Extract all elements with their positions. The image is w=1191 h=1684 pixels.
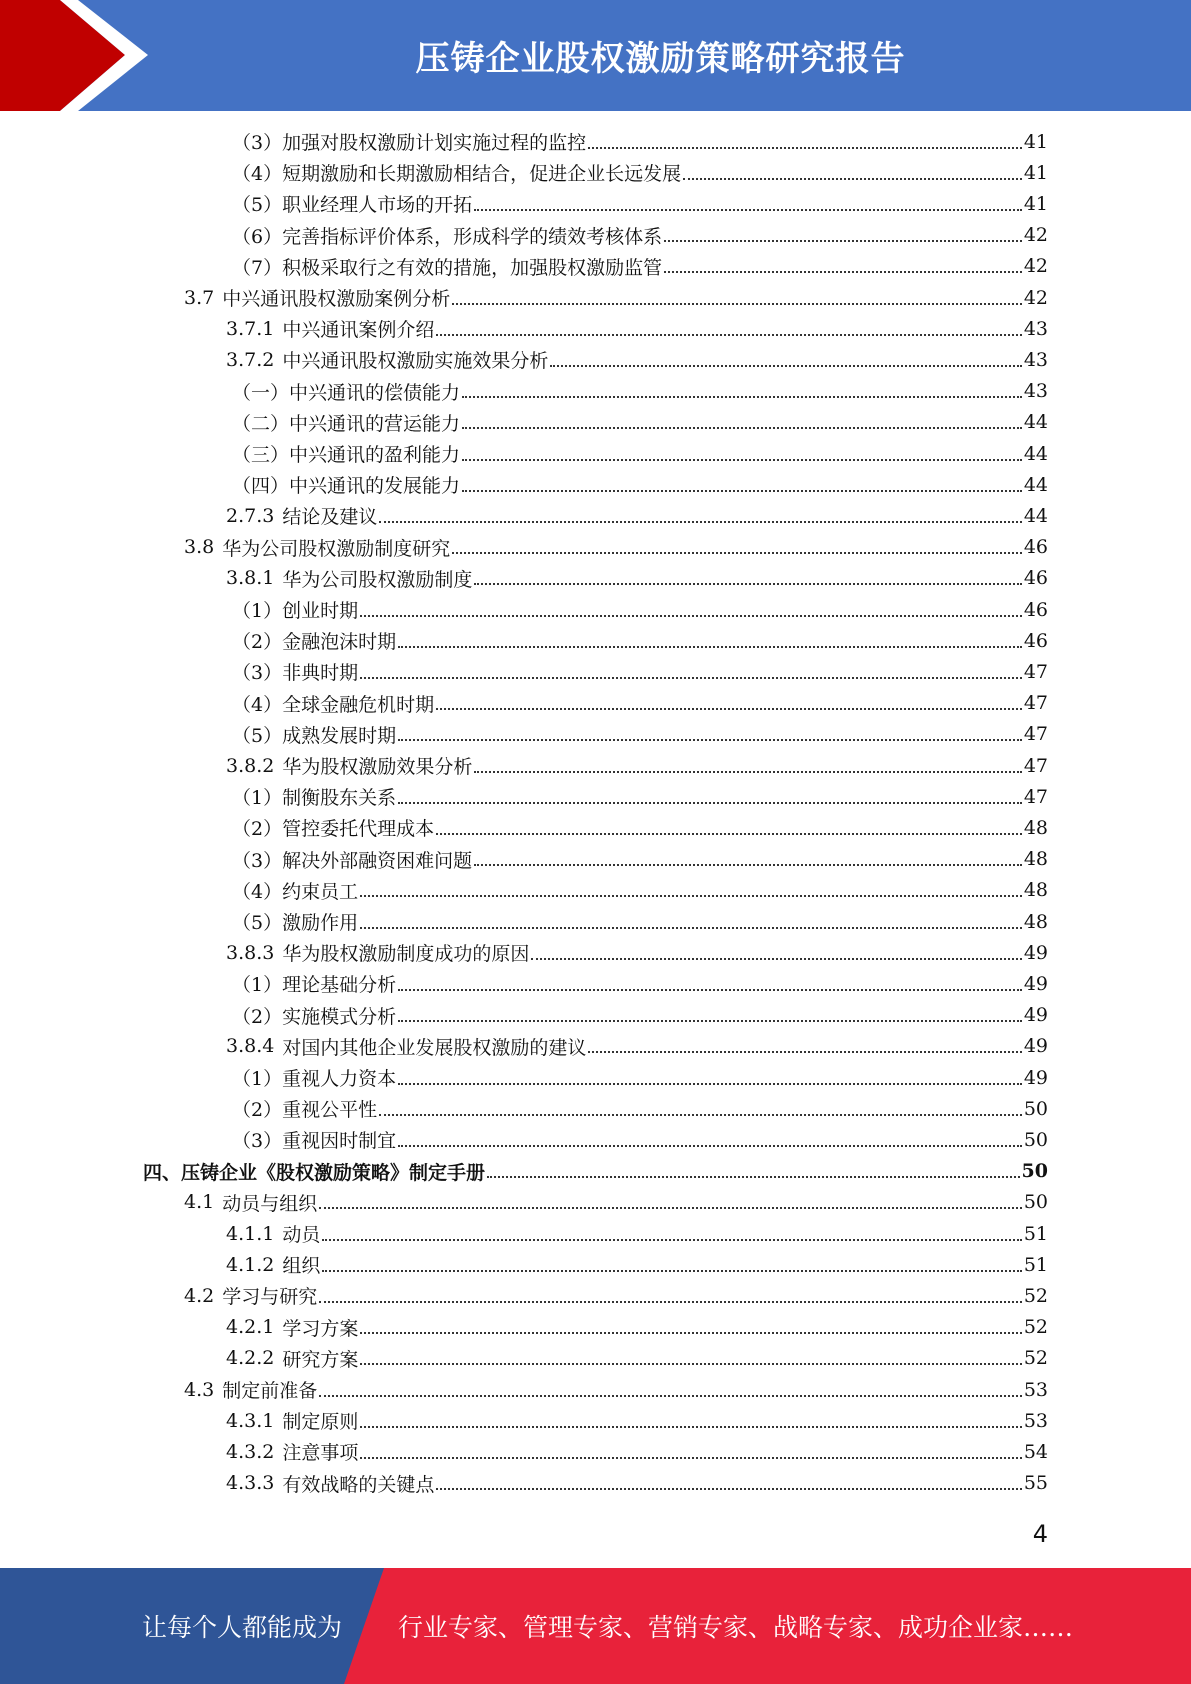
toc-entry-label: （1）制衡股东关系 <box>232 787 397 810</box>
toc-dot-leader <box>462 459 1022 461</box>
toc-entry[interactable] <box>232 906 1048 937</box>
toc-dot-leader <box>379 1114 1022 1116</box>
toc-entry[interactable] <box>184 282 1048 313</box>
toc-entry[interactable] <box>232 656 1048 687</box>
toc-dot-leader <box>379 521 1021 523</box>
toc-entry-label: （四）中兴通讯的发展能力 <box>232 475 461 498</box>
toc-entry-page: 47 <box>1023 785 1048 808</box>
toc-entry-page: 41 <box>1023 161 1048 184</box>
toc-dot-leader <box>398 989 1022 991</box>
toc-dot-leader <box>322 1270 1021 1272</box>
toc-entry[interactable] <box>184 1374 1048 1405</box>
toc-entry-page: 51 <box>1023 1222 1048 1245</box>
toc-entry-label: （二）中兴通讯的营运能力 <box>232 412 461 435</box>
toc-entry[interactable] <box>232 1124 1048 1155</box>
toc-entry[interactable] <box>184 532 1048 563</box>
toc-entry-label: （2）金融泡沫时期 <box>232 631 397 654</box>
toc-dot-leader <box>588 1051 1021 1053</box>
toc-entry-page: 53 <box>1023 1409 1048 1432</box>
toc-entry-page: 47 <box>1023 692 1048 715</box>
toc-entry-label: （1）创业时期 <box>232 600 359 622</box>
toc-dot-leader <box>319 1301 1022 1303</box>
toc-entry-label: 学习方案 <box>282 1317 359 1340</box>
toc-dot-leader <box>398 646 1022 648</box>
toc-entry[interactable] <box>232 1062 1048 1093</box>
document-title: 压铸企业股权激励策略研究报告 <box>415 39 906 79</box>
toc-dot-leader <box>319 1395 1022 1397</box>
toc-entry[interactable] <box>232 126 1048 157</box>
toc-entry-label: （1）理论基础分析 <box>232 974 397 997</box>
toc-entry[interactable] <box>232 625 1048 656</box>
toc-entry-page: 49 <box>1023 1035 1048 1058</box>
toc-entry-label: 制定前准备 <box>222 1380 318 1402</box>
toc-entry[interactable] <box>232 812 1048 843</box>
toc-entry-label: 中兴通讯股权激励实施效果分析 <box>282 350 549 373</box>
toc-entry[interactable] <box>232 438 1048 469</box>
toc-dot-leader <box>550 365 1021 367</box>
toc-entry-number: 4.1.2 <box>226 1253 275 1276</box>
toc-entry-label: （4）约束员工 <box>232 880 359 903</box>
toc-entry-label: 华为股权激励效果分析 <box>282 756 473 778</box>
toc-entry-label: 对国内其他企业发展股权激励的建议 <box>282 1036 587 1059</box>
toc-dot-leader <box>398 1145 1022 1147</box>
toc-entry-page: 49 <box>1023 941 1048 964</box>
toc-entry-label: 注意事项 <box>282 1442 359 1465</box>
toc-entry-label: （3）加强对股权激励计划实施过程的监控 <box>232 132 587 154</box>
toc-dot-leader <box>360 1457 1021 1459</box>
toc-dot-leader <box>360 1332 1021 1334</box>
toc-dot-leader <box>322 1239 1021 1241</box>
toc-dot-leader <box>319 1207 1022 1209</box>
toc-entry-label: 动员与组织 <box>222 1192 318 1215</box>
toc-entry-page: 42 <box>1023 224 1048 247</box>
toc-entry-page: 54 <box>1023 1440 1048 1463</box>
toc-entry[interactable] <box>226 1249 1048 1280</box>
toc-entry-page: 41 <box>1023 130 1048 153</box>
toc-entry-page: 55 <box>1023 1472 1048 1495</box>
toc-dot-leader <box>462 396 1022 398</box>
toc-entry-label: （1）重视人力资本 <box>232 1068 397 1090</box>
toc-entry[interactable] <box>232 844 1048 875</box>
toc-entry[interactable] <box>232 1093 1048 1124</box>
toc-dot-leader <box>360 1426 1021 1428</box>
toc-entry-number: 4.3.1 <box>226 1409 275 1432</box>
toc-entry[interactable] <box>226 1436 1048 1467</box>
toc-dot-leader <box>474 583 1021 585</box>
toc-entry-page: 50 <box>1023 1097 1048 1120</box>
toc-entry-page: 48 <box>1023 910 1048 933</box>
toc-entry-label: 学习与研究 <box>222 1286 318 1309</box>
toc-entry-page: 49 <box>1023 972 1048 995</box>
toc-entry-page: 48 <box>1023 879 1048 902</box>
toc-dot-leader <box>398 1083 1022 1085</box>
toc-entry-page: 43 <box>1023 380 1048 403</box>
toc-entry[interactable] <box>232 251 1048 282</box>
footer-slogan-right: 行业专家、管理专家、营销专家、战略专家、成功企业家…… <box>398 1613 1074 1642</box>
toc-dot-leader <box>360 895 1022 897</box>
toc-entry[interactable] <box>184 1187 1048 1218</box>
toc-entry-page: 44 <box>1023 504 1048 527</box>
toc-entry-number: 3.7 <box>184 286 215 309</box>
toc-dot-leader <box>531 958 1021 960</box>
toc-entry-page: 42 <box>1023 286 1048 309</box>
page-header <box>0 0 1191 111</box>
toc-entry-page: 50 <box>1021 1160 1048 1183</box>
toc-entry[interactable] <box>232 407 1048 438</box>
toc-entry[interactable] <box>226 344 1048 375</box>
toc-entry[interactable] <box>232 188 1048 219</box>
toc-entry-label: 动员 <box>282 1224 321 1246</box>
toc-entry-number: 4.1.1 <box>226 1222 275 1245</box>
toc-entry-page: 47 <box>1023 754 1048 777</box>
toc-entry-page: 46 <box>1023 598 1048 621</box>
toc-entry-page: 51 <box>1023 1253 1048 1276</box>
toc-dot-leader <box>462 490 1022 492</box>
toc-entry[interactable] <box>226 750 1048 781</box>
toc-dot-leader <box>398 1020 1022 1022</box>
toc-dot-leader <box>360 677 1022 679</box>
toc-entry[interactable] <box>226 1343 1048 1374</box>
toc-dot-leader <box>462 427 1022 429</box>
toc-entry-page: 47 <box>1023 723 1048 746</box>
toc-entry-page: 44 <box>1023 411 1048 434</box>
toc-dot-leader <box>452 303 1022 305</box>
toc-entry-number: 4.3.3 <box>226 1472 275 1495</box>
toc-entry[interactable] <box>232 719 1048 750</box>
toc-entry[interactable] <box>232 157 1048 188</box>
toc-entry[interactable] <box>226 1312 1048 1343</box>
toc-entry-label: （2）重视公平性 <box>232 1099 378 1122</box>
toc-entry-page: 47 <box>1023 660 1048 683</box>
page-footer <box>0 1568 1191 1684</box>
toc-dot-leader <box>664 240 1022 242</box>
toc-entry[interactable] <box>232 220 1048 251</box>
toc-entry[interactable] <box>226 500 1048 531</box>
toc-entry-label: 中兴通讯股权激励案例分析 <box>222 288 451 310</box>
toc-entry-label: 华为股权激励制度成功的原因 <box>282 943 530 966</box>
toc-entry[interactable] <box>184 1280 1048 1311</box>
toc-entry-page: 48 <box>1023 816 1048 839</box>
toc-entry[interactable] <box>232 469 1048 500</box>
toc-entry-label: （4）全球金融危机时期 <box>232 693 435 716</box>
toc-entry-label: 组织 <box>282 1255 321 1278</box>
toc-dot-leader <box>588 147 1022 149</box>
toc-entry-page: 52 <box>1023 1316 1048 1339</box>
toc-entry-label: 四、压铸企业《股权激励策略》制定手册 <box>143 1161 486 1184</box>
toc-entry-page: 50 <box>1023 1191 1048 1214</box>
footer-slogan-left: 让每个人都能成为 <box>142 1613 343 1642</box>
toc-entry-page: 50 <box>1023 1128 1048 1151</box>
toc-entry-label: 有效战略的关键点 <box>282 1473 435 1496</box>
toc-entry-label: （2）实施模式分析 <box>232 1005 397 1028</box>
toc-entry-label: （3）解决外部融资困难问题 <box>232 849 473 872</box>
toc-entry-page: 43 <box>1023 317 1048 340</box>
toc-entry[interactable] <box>226 563 1048 594</box>
toc-dot-leader <box>436 334 1021 336</box>
toc-dot-leader <box>683 178 1022 180</box>
toc-entry[interactable] <box>232 688 1048 719</box>
toc-entry-number: 3.8 <box>184 536 215 559</box>
toc-entry-label: （一）中兴通讯的偿债能力 <box>232 381 461 404</box>
toc-entry-label: 华为公司股权激励制度研究 <box>222 537 451 560</box>
toc-dot-leader <box>474 864 1022 866</box>
toc-entry-label: （5）职业经理人市场的开拓 <box>232 194 473 217</box>
toc-entry-page: 42 <box>1023 255 1048 278</box>
toc-entry-label: （7）积极采取行之有效的措施，加强股权激励监管 <box>232 256 663 279</box>
toc-entry-label: （4）短期激励和长期激励相结合，促进企业长远发展 <box>232 163 682 186</box>
toc-entry-number: 4.3 <box>184 1378 215 1401</box>
toc-entry-label: （3）非典时期 <box>232 662 359 685</box>
toc-entry-label: 制定原则 <box>282 1411 359 1434</box>
toc-dot-leader <box>436 708 1022 710</box>
toc-dot-leader <box>487 1176 1020 1178</box>
toc-entry-page: 49 <box>1023 1004 1048 1027</box>
toc-entry[interactable] <box>232 781 1048 812</box>
toc-entry-page: 53 <box>1023 1378 1048 1401</box>
toc-entry-label: （3）重视因时制宜 <box>232 1130 397 1153</box>
toc-entry-label: （2）管控委托代理成本 <box>232 818 435 841</box>
toc-entry[interactable] <box>226 937 1048 968</box>
toc-entry[interactable] <box>226 1031 1048 1062</box>
toc-dot-leader <box>474 771 1021 773</box>
toc-entry-page: 49 <box>1023 1066 1048 1089</box>
toc-entry-label: 结论及建议 <box>282 506 378 529</box>
toc-entry-label: （5）成熟发展时期 <box>232 724 397 747</box>
toc-entry-number: 4.3.2 <box>226 1440 275 1463</box>
toc-dot-leader <box>452 552 1022 554</box>
toc-dot-leader <box>360 927 1022 929</box>
toc-entry[interactable] <box>226 1218 1048 1249</box>
toc-entry-label: （三）中兴通讯的盈利能力 <box>232 444 461 466</box>
toc-entry-page: 48 <box>1023 848 1048 871</box>
toc-entry-page: 44 <box>1023 473 1048 496</box>
toc-entry-number: 4.1 <box>184 1191 215 1214</box>
toc-dot-leader <box>360 1363 1021 1365</box>
toc-dot-leader <box>398 739 1022 741</box>
toc-entry[interactable] <box>226 1405 1048 1436</box>
toc-dot-leader <box>436 833 1022 835</box>
toc-entry-label: （6）完善指标评价体系，形成科学的绩效考核体系 <box>232 225 663 248</box>
toc-entry-page: 43 <box>1023 348 1048 371</box>
toc-entry-number: 3.8.2 <box>226 754 275 777</box>
toc-dot-leader <box>474 209 1022 211</box>
toc-entry-page: 46 <box>1023 567 1048 590</box>
toc-entry-label: 中兴通讯案例介绍 <box>282 319 435 342</box>
toc-entry-number: 4.2.2 <box>226 1347 275 1370</box>
toc-entry[interactable] <box>232 594 1048 625</box>
toc-entry-page: 46 <box>1023 536 1048 559</box>
toc-entry-page: 41 <box>1023 192 1048 215</box>
toc-entry[interactable] <box>232 376 1048 407</box>
toc-entry-number: 3.7.2 <box>226 348 275 371</box>
toc-entry-page: 44 <box>1023 442 1048 465</box>
page-number: 4 <box>1032 1520 1048 1548</box>
toc-entry-label: 研究方案 <box>282 1348 359 1371</box>
toc-entry-page: 52 <box>1023 1347 1048 1370</box>
toc-entry-page: 46 <box>1023 629 1048 652</box>
toc-entry-label: （5）激励作用 <box>232 912 359 934</box>
toc-entry[interactable] <box>143 1156 1048 1187</box>
toc-entry[interactable] <box>232 875 1048 906</box>
toc-dot-leader <box>398 802 1022 804</box>
toc-entry-number: 3.8.3 <box>226 941 275 964</box>
toc-entry-number: 3.8.4 <box>226 1035 275 1058</box>
toc-entry-page: 52 <box>1023 1284 1048 1307</box>
toc-dot-leader <box>360 615 1022 617</box>
toc-entry-number: 3.8.1 <box>226 567 275 590</box>
toc-entry-number: 2.7.3 <box>226 504 275 527</box>
toc-entry-label: 华为公司股权激励制度 <box>282 568 473 591</box>
toc-entry[interactable] <box>232 968 1048 999</box>
toc-entry[interactable] <box>226 1468 1048 1499</box>
toc-dot-leader <box>664 271 1022 273</box>
toc-entry[interactable] <box>232 1000 1048 1031</box>
toc-entry[interactable] <box>226 313 1048 344</box>
toc-entry-number: 4.2.1 <box>226 1316 275 1339</box>
toc-dot-leader <box>436 1488 1021 1490</box>
toc-entry-number: 4.2 <box>184 1284 215 1307</box>
toc-entry-number: 3.7.1 <box>226 317 275 340</box>
